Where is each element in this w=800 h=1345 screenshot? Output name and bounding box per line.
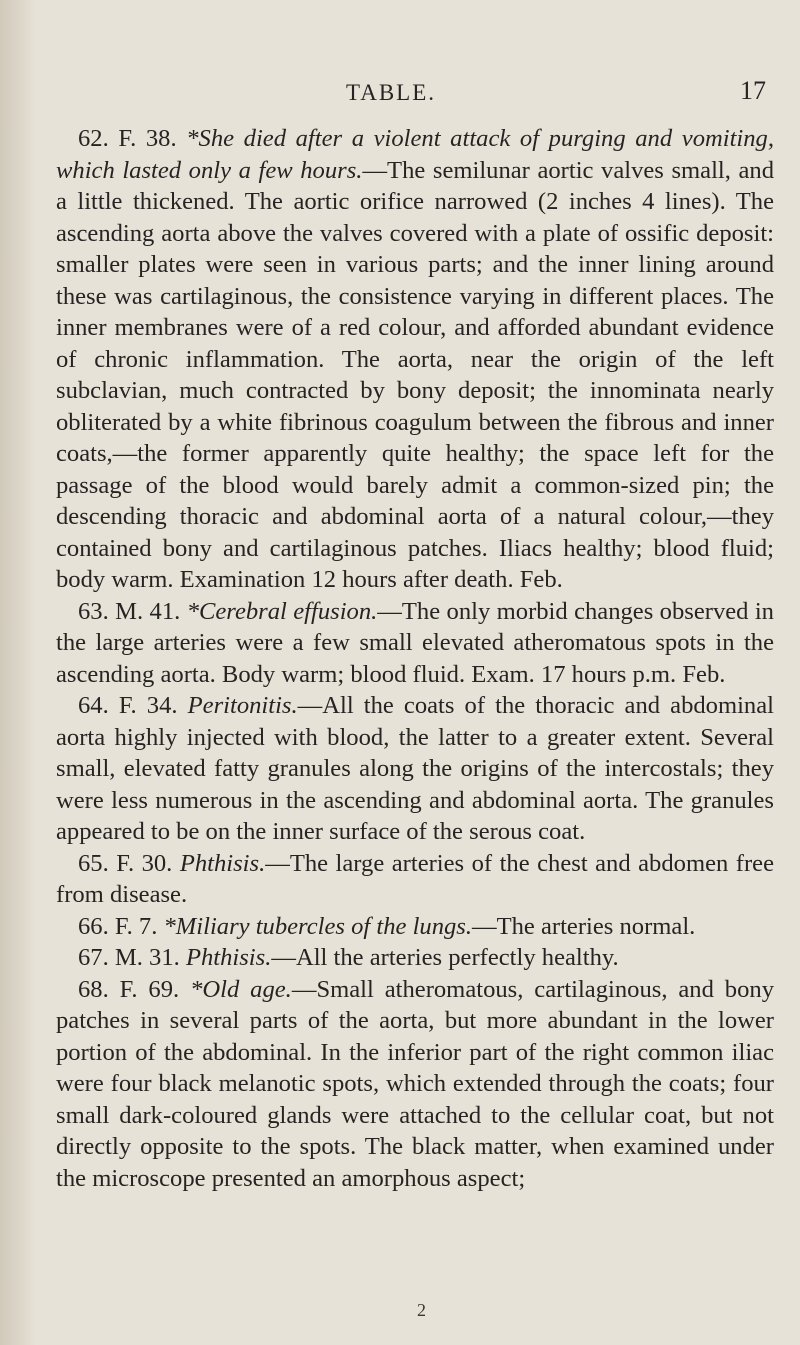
case-entry-68	[56, 974, 774, 1195]
case-cause: *Cerebral effusion.	[186, 597, 378, 625]
case-text: —The only morbid changes observed in the large arteries were a few small elevated atheromatous spots in the ascending aorta. Body warm; blood fluid. Exam. 17 hours p.m. Feb.	[56, 597, 774, 688]
case-entry-67	[56, 942, 774, 974]
case-list	[56, 123, 774, 1194]
case-lead: 67. M. 31.	[78, 944, 186, 971]
case-text: —All the coats of the thoracic and abdominal aorta highly injected with blood, the latter to a greater extent. Several small, elevated fatty granules along the origins of the intercostals; they were less numerous in the ascending and abdominal aorta. The granules appeared to be on the inner surface of the serous coat.	[56, 692, 774, 845]
case-cause: Phthisis.	[179, 849, 266, 877]
case-text: —The arteries normal.	[472, 912, 696, 940]
page-gutter-shadow	[0, 0, 36, 1345]
case-cause: *Old age.	[190, 975, 292, 1003]
case-lead: 64. F. 34.	[78, 692, 188, 719]
case-cause: Peritonitis.	[187, 692, 298, 719]
case-entry-64	[56, 690, 774, 848]
running-title: TABLE.	[346, 80, 437, 105]
case-entry-65	[56, 848, 774, 911]
case-entry-62	[56, 123, 774, 596]
case-text: —All the arteries perfectly healthy.	[271, 944, 619, 971]
case-lead: 62. F. 38.	[78, 125, 187, 152]
case-text: —Small atheromatous, cartilaginous, and bony patches in several parts of the aorta, but more abundant in the lower portion of the abdominal. In the inferior part of the right common iliac were four black melanotic spots, which extended through the coats; four small dark-coloured glands were attached to the cellular coat, but not directly opposite to the spots. The black matter, when examined under the microscope presented an amorphous aspect;	[56, 975, 774, 1192]
page-number: 17	[740, 76, 766, 105]
case-lead: 63. M. 41.	[78, 597, 187, 625]
case-text: —The semilunar aortic valves small, and a little thickened. The aortic orifice narrowed (2 inches 4 lines). The ascending aorta above the valves covered with a plate of ossific deposit: smaller plates were seen in various parts; and the inner lining around these was cartilaginous, the consistence varying in different places. The inner membranes were of a red colour, and afforded abundant evidence of chronic inflammation. The aorta, near the origin of the left subclavian, much contracted by bony deposit; the innominata nearly obliterated by a white fibrinous coagulum between the fibrous and inner coats,—the former apparently quite healthy; the space left for the passage of the blood would barely admit a common-sized pin; the descending thoracic and abdominal aorta of a natural colour,—they contained bony and cartilaginous patches. Iliacs healthy; blood fluid; body warm. Examination 12 hours after death. Feb.	[56, 156, 774, 593]
case-lead: 66. F. 7.	[78, 912, 164, 940]
case-lead: 68. F. 69.	[78, 975, 191, 1003]
case-lead: 65. F. 30.	[78, 849, 180, 877]
case-entry-66	[56, 911, 774, 943]
signature-mark: 2	[417, 1300, 426, 1320]
case-entry-63	[56, 596, 774, 691]
case-cause: *Miliary tubercles of the lungs.	[163, 912, 473, 940]
page-header	[0, 76, 800, 114]
case-cause: Phthisis.	[185, 944, 272, 971]
case-text: —The large arteries of the chest and abdomen free from disease.	[56, 849, 774, 908]
case-cause: *She died after a violent attack of purging and vomiting, which lasted only a few hours.	[56, 125, 774, 184]
